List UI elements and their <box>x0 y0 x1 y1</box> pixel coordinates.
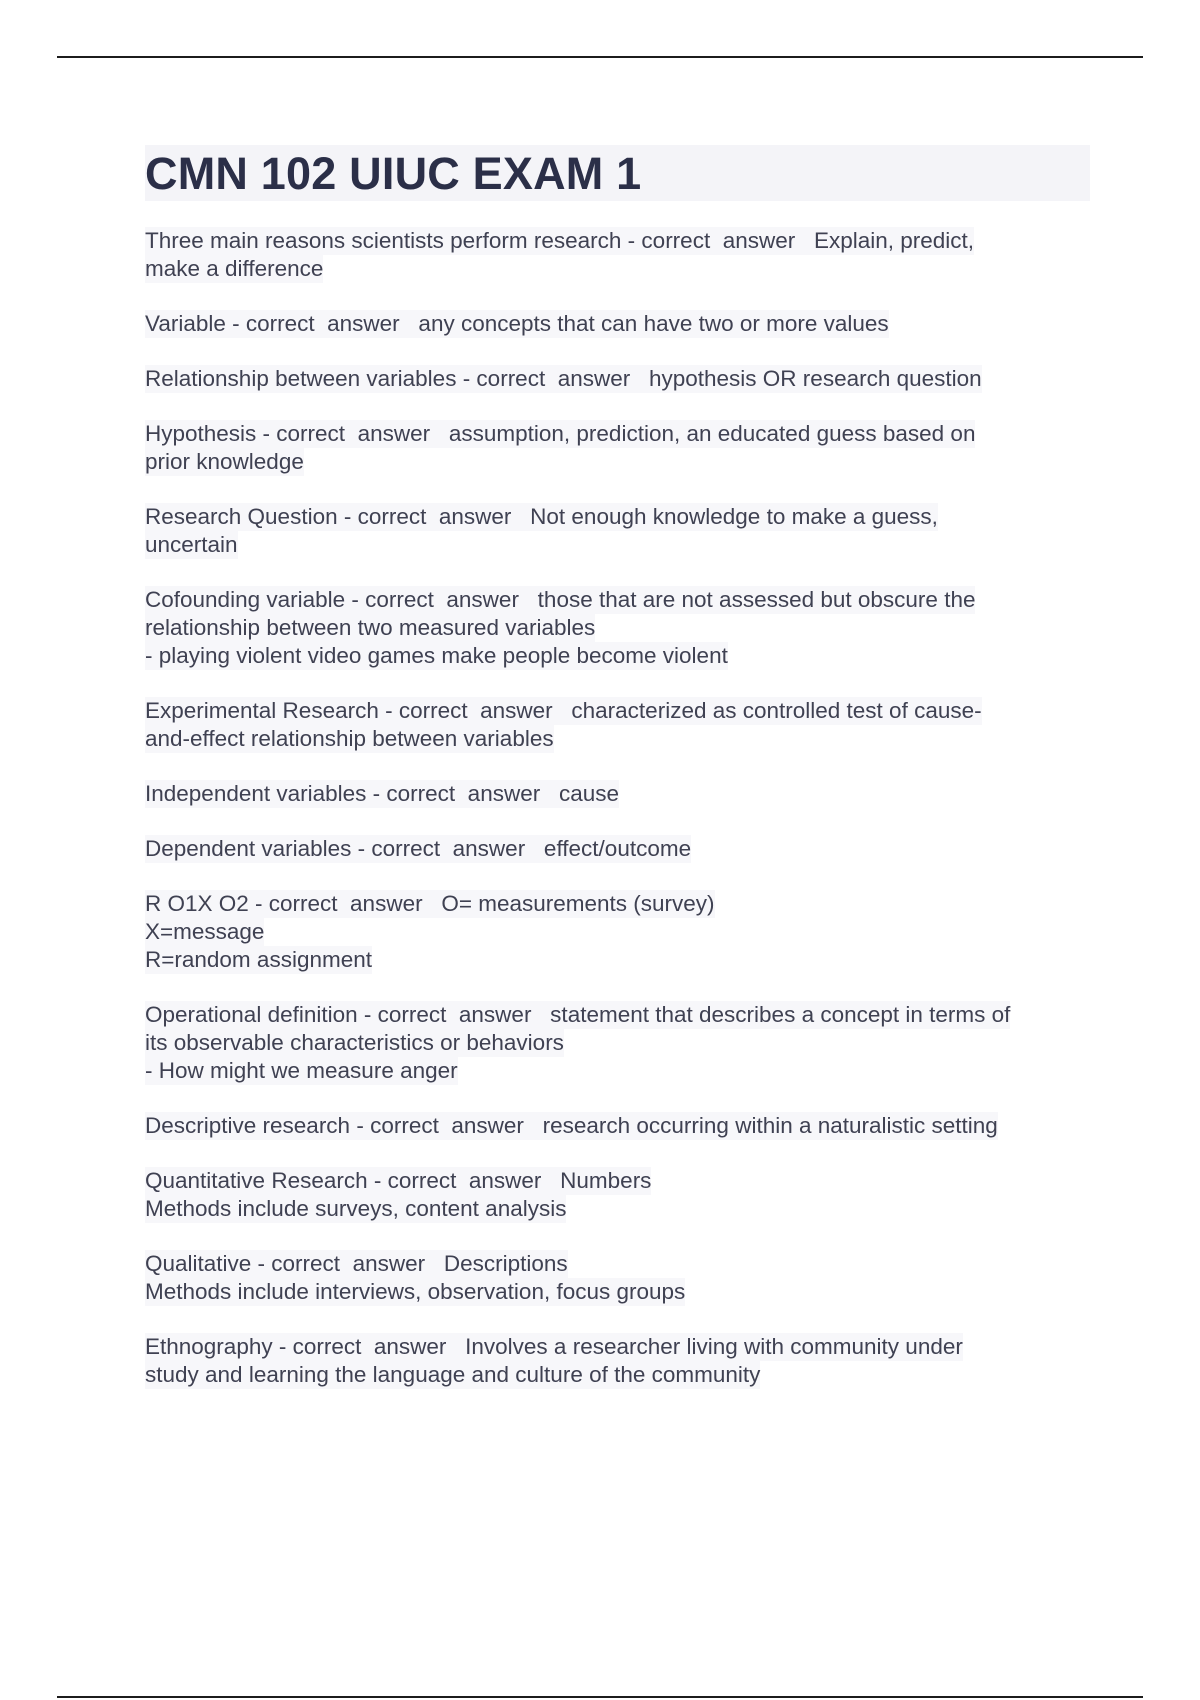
entry-line: R O1X O2 - correct answer O= measurements (survey) <box>145 891 715 916</box>
entry-line: - playing violent video games make people become violent <box>145 643 728 668</box>
qa-entry <box>145 780 1090 808</box>
entry-line: R=random assignment <box>145 947 372 972</box>
qa-entry <box>145 310 1090 338</box>
entry-line: Variable - correct answer any concepts that can have two or more values <box>145 311 889 336</box>
page-title: CMN 102 UIUC EXAM 1 <box>145 147 642 199</box>
top-rule <box>57 56 1143 58</box>
entry-line: X=message <box>145 919 265 944</box>
entry-line: Methods include surveys, content analysis <box>145 1196 567 1221</box>
entry-line: Relationship between variables - correct answer hypothesis OR research question <box>145 366 982 391</box>
entry-line: Operational definition - correct answer statement that describes a concept in terms of <box>145 1002 1011 1027</box>
bottom-rule <box>57 1696 1143 1698</box>
entry-line: prior knowledge <box>145 449 304 474</box>
qa-entry <box>145 503 1090 559</box>
entry-line: its observable characteristics or behaviors <box>145 1030 564 1055</box>
qa-entry <box>145 1333 1090 1389</box>
entry-line: Hypothesis - correct answer assumption, prediction, an educated guess based on <box>145 421 976 446</box>
entry-line: Descriptive research - correct answer research occurring within a naturalistic setting <box>145 1113 998 1138</box>
entry-line: Independent variables - correct answer cause <box>145 781 620 806</box>
qa-entry <box>145 1250 1090 1306</box>
qa-entry <box>145 697 1090 753</box>
entry-line: Quantitative Research - correct answer Numbers <box>145 1168 652 1193</box>
entry-line: Experimental Research - correct answer characterized as controlled test of cause- <box>145 698 982 723</box>
entry-line: study and learning the language and culture of the community <box>145 1362 761 1387</box>
entry-line: make a difference <box>145 256 324 281</box>
entry-line: and-effect relationship between variables <box>145 726 554 751</box>
entry-line: Three main reasons scientists perform research - correct answer Explain, predict, <box>145 228 975 253</box>
qa-entry <box>145 227 1090 283</box>
entry-line: Cofounding variable - correct answer those that are not assessed but obscure the <box>145 587 976 612</box>
qa-entry <box>145 586 1090 670</box>
entry-line: Dependent variables - correct answer effect/outcome <box>145 836 692 861</box>
qa-entry <box>145 365 1090 393</box>
entry-line: Ethnography - correct answer Involves a researcher living with community under <box>145 1334 963 1359</box>
qa-entry <box>145 1112 1090 1140</box>
entry-line: uncertain <box>145 532 238 557</box>
entry-line: Methods include interviews, observation, focus groups <box>145 1279 686 1304</box>
qa-entry <box>145 1167 1090 1223</box>
document-body <box>145 145 1090 1416</box>
entry-line: relationship between two measured variables <box>145 615 596 640</box>
entry-line: - How might we measure anger <box>145 1058 458 1083</box>
qa-entry <box>145 420 1090 476</box>
title-band <box>145 145 1090 201</box>
qa-entry <box>145 890 1090 974</box>
entry-line: Qualitative - correct answer Descriptions <box>145 1251 568 1276</box>
qa-entry <box>145 835 1090 863</box>
entry-line: Research Question - correct answer Not enough knowledge to make a guess, <box>145 504 938 529</box>
qa-entry <box>145 1001 1090 1085</box>
